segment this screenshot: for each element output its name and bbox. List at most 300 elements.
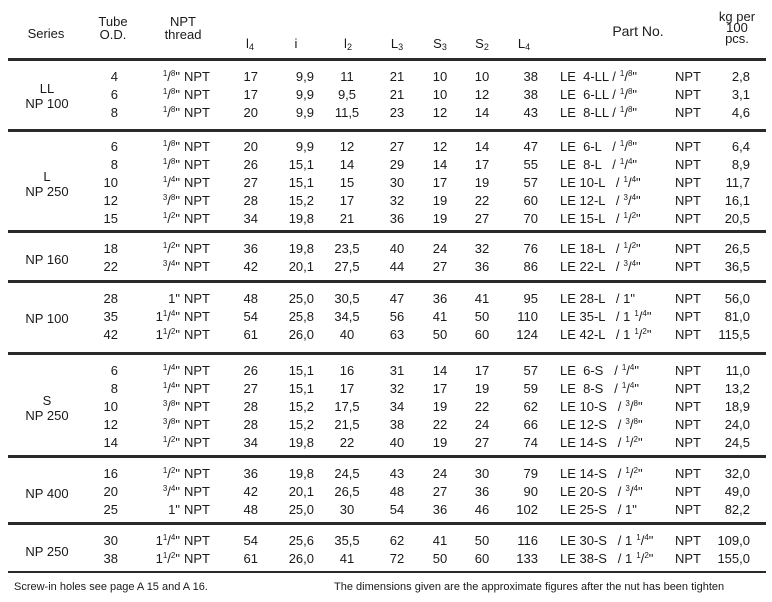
- thread-fraction: $^1$/$^8$": [162, 105, 180, 120]
- cell-S3: 17: [432, 175, 448, 190]
- part-thread-fraction: $^1$/$^4$": [619, 157, 638, 172]
- thread-fraction-num: 1: [162, 105, 168, 114]
- thread-size: [150, 309, 180, 324]
- cell-S3: 14: [432, 363, 448, 378]
- cell-L3: 30: [389, 175, 405, 190]
- cell-L4: 62: [523, 399, 538, 414]
- cell-i: 19,8: [288, 435, 314, 450]
- part-no-text: LE 25-S / 1": [560, 502, 637, 517]
- thread-fraction-den: 8: [170, 399, 176, 408]
- separator-line: [8, 58, 766, 61]
- cell-l4a: 48: [243, 291, 258, 306]
- cell-l4a: 26: [243, 157, 258, 172]
- cell-L4: 57: [523, 175, 538, 190]
- thread-fraction: $^3$/$^8$": [162, 193, 180, 208]
- cell-i: 9,9: [295, 139, 314, 154]
- part-thread: [620, 157, 637, 172]
- thread-size: [150, 417, 180, 432]
- footer-note-left: Screw-in holes see page A 15 and A 16.: [14, 581, 208, 593]
- cell-l4a: 61: [243, 327, 258, 342]
- part-no-text: LE 12-L /: [560, 193, 620, 208]
- cell-npt-thread: [150, 241, 220, 256]
- cell-L4: 60: [523, 193, 538, 208]
- separator-line: [8, 230, 766, 233]
- cell-l4a: 27: [243, 175, 258, 190]
- thread-fraction-num: 1: [162, 175, 168, 184]
- thread-npt-label: NPT: [184, 466, 210, 481]
- cell-S3: 27: [432, 484, 448, 499]
- cell-kg: 109,0: [717, 533, 750, 548]
- cell-L4: 110: [517, 309, 538, 324]
- part-thread-fraction-slash: /: [627, 259, 632, 274]
- cell-od: 30: [103, 533, 118, 548]
- part-thread-fraction-slash: /: [640, 533, 645, 548]
- cell-od: 8: [110, 105, 118, 120]
- thread-fraction-slash: /: [167, 435, 171, 450]
- cell-l2: 23,5: [334, 241, 360, 256]
- cell-l2: 26,5: [334, 484, 360, 499]
- cell-L3: 21: [389, 87, 405, 102]
- thread-size: [150, 381, 180, 396]
- cell-L4: 102: [516, 502, 538, 517]
- cell-S2: 14: [474, 139, 490, 154]
- part-thread-fraction-num: 1: [619, 157, 625, 166]
- part-thread-fraction: $^1$/$^2$": [623, 211, 641, 226]
- part-thread-fraction-den: 4: [631, 193, 637, 202]
- cell-L3: 63: [389, 327, 405, 342]
- cell-kg: 8,9: [731, 157, 750, 172]
- thread-fraction-slash: /: [167, 551, 171, 566]
- thread-npt-label: NPT: [184, 435, 210, 450]
- thread-fraction: $1^1/^2$": [155, 327, 180, 342]
- thread-fraction-slash: /: [167, 87, 171, 102]
- thread-fraction-slash: /: [167, 399, 171, 414]
- cell-i: 15,1: [288, 363, 314, 378]
- cell-l4a: 26: [243, 363, 258, 378]
- cell-S2: 46: [474, 502, 490, 517]
- cell-L3: 34: [389, 399, 405, 414]
- cell-S3: 14: [432, 157, 448, 172]
- part-no-text: LE 12-S /: [560, 417, 622, 432]
- part-thread: [625, 466, 642, 481]
- thread-npt-label: NPT: [184, 69, 210, 84]
- cell-L3: 36: [389, 211, 405, 226]
- cell-l4a: 42: [243, 484, 258, 499]
- part-thread-fraction-num: 1: [621, 381, 627, 390]
- part-thread-fraction-slash: /: [629, 417, 634, 432]
- cell-L4: 57: [523, 363, 538, 378]
- thread-npt-label: NPT: [184, 551, 210, 566]
- part-thread-fraction: $^1$/$^4$": [621, 363, 639, 378]
- cell-L4: 66: [523, 417, 538, 432]
- cell-L3: 54: [389, 502, 405, 517]
- thread-fraction-slash: /: [167, 139, 171, 154]
- thread-fraction-num: 1: [162, 309, 168, 318]
- thread-fraction-slash: /: [167, 327, 171, 342]
- cell-L3: 31: [389, 363, 405, 378]
- cell-L4: 116: [517, 533, 538, 548]
- cell-S3: 41: [432, 533, 448, 548]
- part-npt-label: NPT: [675, 309, 701, 324]
- cell-npt-thread: [150, 466, 220, 481]
- part-thread-fraction-num: 1: [623, 241, 628, 250]
- cell-S2: 41: [474, 291, 490, 306]
- header-S2: $S_2$: [475, 36, 489, 52]
- part-thread-fraction: $^3$/$^4$": [625, 484, 643, 499]
- thread-fraction-den: 8: [170, 105, 176, 114]
- cell-L3: 23: [389, 105, 405, 120]
- part-npt-label: NPT: [675, 435, 701, 450]
- cell-S3: 17: [432, 381, 448, 396]
- cell-S3: 50: [432, 551, 448, 566]
- header-tube-od: Tube O.D.: [98, 14, 128, 42]
- part-no-text: LE 20-S /: [560, 484, 622, 499]
- separator-line: [8, 455, 766, 458]
- cell-npt-thread: [150, 551, 220, 566]
- cell-kg: 36,5: [724, 259, 750, 274]
- part-thread-fraction-num: 3: [625, 399, 630, 408]
- thread-size: [150, 211, 180, 226]
- cell-l4a: 61: [243, 551, 258, 566]
- cell-S3: 19: [432, 193, 448, 208]
- cell-i: 15,1: [288, 175, 314, 190]
- thread-npt-label: NPT: [184, 309, 210, 324]
- cell-i: 25,0: [288, 291, 314, 306]
- cell-l2: 17: [339, 193, 355, 208]
- cell-S3: 10: [432, 69, 448, 84]
- cell-l2: 17,5: [334, 399, 360, 414]
- cell-l4a: 48: [243, 502, 258, 517]
- thread-fraction-num: 1: [162, 211, 168, 220]
- part-thread-fraction-num: 1: [623, 175, 628, 184]
- thread-fraction-num: 1: [162, 381, 168, 390]
- part-thread: [620, 139, 637, 154]
- part-thread-fraction: $^1$/$^2$": [636, 551, 654, 566]
- part-thread-fraction-den: 4: [631, 175, 637, 184]
- cell-S3: 19: [432, 435, 448, 450]
- thread-fraction-slash: /: [167, 211, 171, 226]
- part-npt-label: NPT: [675, 327, 701, 342]
- part-thread: [624, 241, 641, 256]
- part-npt-label: NPT: [675, 157, 701, 172]
- part-thread-fraction-slash: /: [629, 484, 634, 499]
- series-label-line: NP 250: [25, 184, 69, 199]
- cell-L4: 59: [523, 381, 538, 396]
- cell-i: 25,8: [288, 309, 314, 324]
- series-label: [14, 486, 80, 501]
- cell-l2: 27,5: [334, 259, 360, 274]
- part-no-text: LE 22-L /: [560, 259, 620, 274]
- thread-fraction: $^1$/$^8$": [162, 157, 180, 172]
- part-thread-fraction: $^1$/$^2$": [634, 327, 652, 342]
- part-thread-fraction-slash: /: [629, 435, 634, 450]
- separator-line: [8, 571, 766, 573]
- cell-L4: 70: [523, 211, 538, 226]
- thread-npt-label: NPT: [184, 193, 210, 208]
- cell-kg: 32,0: [724, 466, 750, 481]
- cell-L3: 62: [389, 533, 405, 548]
- thread-size: [150, 533, 180, 548]
- header-l2: $l_2$: [344, 36, 352, 52]
- cell-L3: 40: [389, 435, 405, 450]
- cell-kg: 24,0: [724, 417, 750, 432]
- cell-S3: 22: [432, 417, 448, 432]
- cell-L3: 72: [389, 551, 405, 566]
- thread-npt-label: NPT: [184, 417, 210, 432]
- cell-l2: 41: [339, 551, 355, 566]
- cell-L3: 47: [389, 291, 405, 306]
- series-label-line: NP 250: [25, 543, 69, 559]
- cell-l4a: 20: [243, 139, 258, 154]
- part-thread-fraction-den: 8: [627, 87, 633, 96]
- series-label: [14, 252, 80, 267]
- header-series: Series: [27, 26, 65, 41]
- part-thread-fraction-slash: /: [627, 211, 632, 226]
- cell-npt-thread: [150, 175, 220, 190]
- part-thread-fraction-slash: /: [629, 399, 634, 414]
- cell-od: 38: [103, 551, 118, 566]
- cell-l4a: 36: [243, 466, 258, 481]
- part-npt-label: NPT: [675, 87, 701, 102]
- footer-note-right: The dimensions given are the approximate figures after the nut has been tighten: [334, 581, 725, 593]
- part-thread-fraction-den: 8: [633, 417, 638, 426]
- part-no-text: LE 8-LL /: [560, 105, 616, 120]
- part-thread-fraction-slash: /: [640, 551, 645, 566]
- cell-od: 12: [103, 193, 118, 208]
- cell-kg: 11,7: [725, 175, 750, 190]
- cell-npt-thread: [150, 211, 220, 226]
- series-label: [14, 169, 80, 199]
- thread-fraction-num: 1: [162, 69, 168, 78]
- thread-fraction: $^3$/$^8$": [162, 399, 180, 414]
- cell-od: 6: [110, 363, 118, 378]
- cell-od: 12: [103, 417, 118, 432]
- cell-S2: 27: [474, 435, 490, 450]
- part-thread-fraction: $^1$/$^2$": [625, 466, 643, 481]
- series-label-line: NP 250: [25, 408, 69, 423]
- cell-l2: 30: [339, 502, 355, 517]
- series-label-line: S: [42, 393, 52, 408]
- thread-fraction-num: 1: [162, 241, 168, 250]
- part-thread-fraction-num: 1: [636, 551, 641, 560]
- cell-l2: 9,5: [337, 87, 357, 102]
- cell-od: 10: [103, 399, 118, 414]
- cell-S3: 19: [432, 211, 448, 226]
- cell-npt-thread: [150, 193, 220, 208]
- thread-size: [150, 502, 180, 517]
- part-thread-fraction-den: 2: [644, 551, 649, 560]
- part-no-text: LE 15-L /: [560, 211, 620, 226]
- thread-size: [150, 466, 180, 481]
- part-npt-label: NPT: [675, 502, 701, 517]
- thread-fraction-slash: /: [167, 381, 171, 396]
- cell-i: 19,8: [288, 241, 314, 256]
- cell-npt-thread: [150, 139, 220, 154]
- cell-kg: 2,8: [731, 69, 750, 84]
- header-i: i: [294, 36, 298, 51]
- thread-fraction-slash: /: [167, 466, 171, 481]
- part-thread: [624, 259, 641, 274]
- cell-S3: 24: [432, 241, 448, 256]
- thread-fraction-num: 1: [162, 435, 168, 444]
- cell-od: 22: [103, 259, 118, 274]
- part-npt-label: NPT: [675, 466, 701, 481]
- part-npt-label: NPT: [675, 363, 701, 378]
- part-thread-fraction-den: 4: [633, 484, 638, 493]
- cell-kg: 26,5: [724, 241, 750, 256]
- cell-L4: 79: [523, 466, 538, 481]
- part-thread: [636, 533, 653, 548]
- cell-S3: 36: [432, 291, 448, 306]
- cell-S3: 36: [432, 502, 448, 517]
- cell-L3: 38: [389, 417, 405, 432]
- part-thread-fraction-slash: /: [627, 241, 632, 256]
- part-thread-fraction-slash: /: [624, 87, 628, 102]
- part-npt-label: NPT: [675, 399, 701, 414]
- cell-npt-thread: [150, 381, 220, 396]
- thread-npt-label: NPT: [184, 533, 210, 548]
- part-thread: [634, 309, 651, 324]
- cell-i: 9,9: [295, 105, 314, 120]
- cell-l4a: 20: [243, 105, 258, 120]
- part-thread-fraction-slash: /: [624, 157, 628, 172]
- cell-kg: 81,0: [724, 309, 750, 324]
- part-thread-fraction: $^1$/$^4$": [634, 309, 652, 324]
- part-thread-fraction-slash: /: [626, 381, 630, 396]
- cell-S2: 24: [474, 417, 490, 432]
- cell-kg: 4,6: [731, 105, 750, 120]
- separator-line: [8, 522, 766, 525]
- thread-npt-label: NPT: [184, 363, 210, 378]
- cell-l4a: 54: [243, 309, 258, 324]
- cell-i: 9,9: [295, 87, 314, 102]
- cell-l2: 21,5: [334, 417, 360, 432]
- cell-npt-thread: [150, 417, 220, 432]
- cell-kg: 20,5: [724, 211, 750, 226]
- cell-l2: 21: [339, 211, 355, 226]
- cell-kg: 13,2: [724, 381, 750, 396]
- part-thread-fraction-den: 8: [627, 105, 633, 114]
- cell-l2: 12: [339, 139, 355, 154]
- cell-L4: 86: [523, 259, 538, 274]
- part-no-text: LE 14-S /: [560, 435, 622, 450]
- thread-fraction: $1^1/^2$": [155, 551, 180, 566]
- thread-fraction-slash: /: [167, 417, 171, 432]
- series-label: [14, 311, 80, 326]
- cell-l4a: 42: [243, 259, 258, 274]
- thread-size: [150, 259, 180, 274]
- cell-S3: 10: [432, 87, 448, 102]
- cell-S2: 14: [474, 105, 490, 120]
- thread-fraction: 1": [168, 502, 180, 517]
- thread-size: [150, 435, 180, 450]
- cell-S2: 27: [474, 211, 490, 226]
- part-thread-fraction-den: 4: [627, 157, 633, 166]
- cell-od: 16: [103, 466, 118, 481]
- cell-l2: 22: [339, 435, 355, 450]
- part-thread: [620, 69, 637, 84]
- cell-kg: 24,5: [724, 435, 750, 450]
- cell-S3: 12: [432, 105, 448, 120]
- part-npt-label: NPT: [675, 533, 701, 548]
- part-thread: [625, 417, 642, 432]
- thread-fraction-den: 4: [170, 484, 176, 493]
- separator-line: [8, 280, 766, 283]
- part-thread-fraction-num: 1: [619, 69, 625, 78]
- thread-fraction: $^1$/$^8$": [162, 69, 180, 84]
- series-label-line: NP 100: [25, 96, 69, 111]
- cell-od: 20: [103, 484, 118, 499]
- cell-od: 18: [103, 241, 118, 256]
- thread-fraction-slash: /: [167, 69, 171, 84]
- cell-npt-thread: [150, 363, 220, 378]
- thread-fraction-num: 1: [162, 466, 168, 475]
- cell-kg: 56,0: [724, 291, 750, 306]
- part-thread: [636, 551, 653, 566]
- cell-S2: 60: [474, 551, 490, 566]
- cell-L3: 44: [389, 259, 405, 274]
- series-label-line: NP 400: [25, 485, 69, 501]
- thread-npt-label: NPT: [184, 291, 210, 306]
- cell-S3: 41: [432, 309, 448, 324]
- thread-npt-label: NPT: [184, 175, 210, 190]
- thread-fraction-den: 4: [170, 381, 176, 390]
- cell-od: 28: [103, 291, 118, 306]
- part-no-text: LE 10-L /: [560, 175, 620, 190]
- part-no-text: LE 6-LL /: [560, 87, 616, 102]
- part-npt-label: NPT: [675, 259, 701, 274]
- cell-L4: 76: [523, 241, 538, 256]
- part-no-text: LE 38-S / 1: [560, 551, 633, 566]
- thread-fraction-num: 3: [162, 417, 168, 426]
- cell-S2: 22: [474, 399, 490, 414]
- separator-line: [8, 352, 766, 355]
- cell-od: 15: [103, 211, 118, 226]
- part-thread-fraction: $^1$/$^4$": [621, 381, 639, 396]
- thread-size: [150, 484, 180, 499]
- cell-S3: 19: [432, 399, 448, 414]
- part-thread-fraction-num: 3: [623, 259, 628, 268]
- cell-i: 20,1: [288, 484, 314, 499]
- cell-kg: 115,5: [718, 327, 750, 342]
- part-thread-fraction-slash: /: [624, 139, 628, 154]
- part-thread-fraction-slash: /: [629, 466, 634, 481]
- part-thread-fraction: $^1$/$^8$": [619, 105, 638, 120]
- cell-l2: 14: [339, 157, 355, 172]
- cell-l2: 35,5: [334, 533, 360, 548]
- thread-fraction: $^1$/$^2$": [162, 241, 180, 256]
- cell-npt-thread: [150, 533, 220, 548]
- part-no-text: LE 42-L / 1: [560, 327, 631, 342]
- header-L3: $L_3$: [390, 36, 404, 52]
- part-thread-fraction: $^1$/$^8$": [619, 139, 638, 154]
- thread-size: [150, 327, 180, 342]
- part-thread: [622, 381, 639, 396]
- cell-L4: 124: [516, 327, 538, 342]
- cell-L3: 21: [389, 69, 405, 84]
- cell-i: 15,1: [288, 381, 314, 396]
- part-no-text: LE 8-S /: [560, 381, 618, 396]
- part-thread-fraction-den: 4: [629, 363, 635, 372]
- part-thread-fraction-num: 1: [619, 139, 625, 148]
- part-npt-label: NPT: [675, 484, 701, 499]
- part-thread-fraction-num: 1: [634, 327, 639, 336]
- thread-fraction-den: 8: [170, 157, 176, 166]
- series-label: [14, 544, 80, 559]
- thread-fraction: 1": [168, 291, 180, 306]
- cell-l4a: 28: [243, 193, 258, 208]
- part-thread-fraction: $^1$/$^8$": [619, 87, 638, 102]
